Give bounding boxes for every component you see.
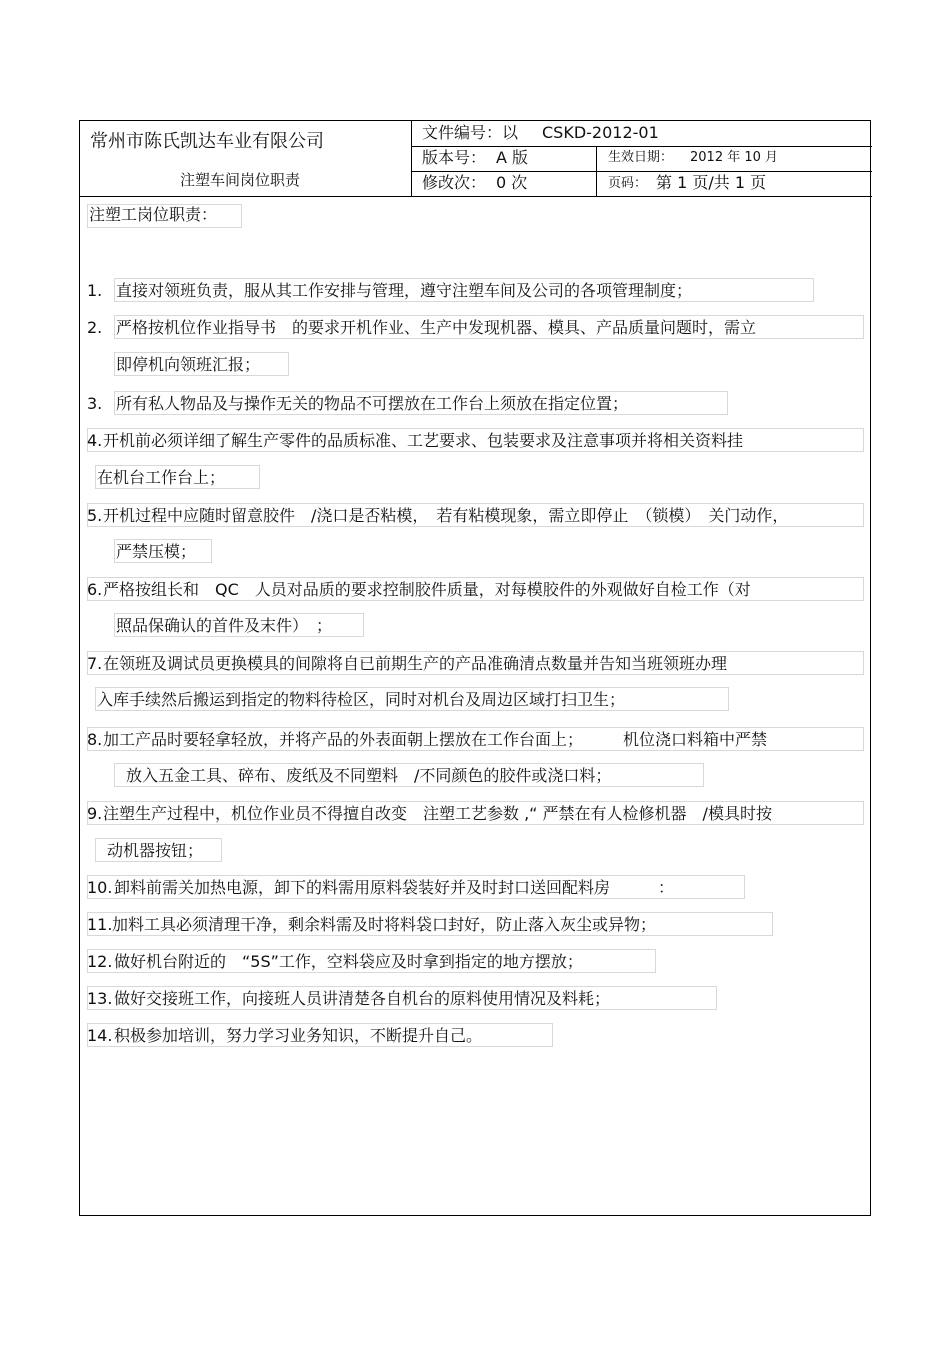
list-item-number: 9. [87, 804, 103, 823]
list-item-number: 2. [87, 318, 103, 337]
list-item-text: 做好交接班工作，向接班人员讲清楚各自机台的原料使用情况及料耗； [114, 989, 611, 1008]
list-item-number: 5. [87, 506, 103, 525]
list-item-text: 做好机台附近的 “5S”工作，空料袋应及时拿到指定的地方摆放； [114, 952, 583, 971]
list-item-number: 7. [87, 654, 103, 673]
list-item-text: 开机前必须详细了解生产零件的品质标准、工艺要求、包装要求及注意事项并将相关资料挂 [103, 431, 744, 450]
page-label: 页码： [608, 176, 648, 191]
list-item-text: 开机过程中应随时留意胶件 /浇口是否粘模， 若有粘模现象，需立即停止 （锁模） 关门动作， [103, 506, 789, 525]
list-item-text: 积极参加培训，努力学习业务知识，不断提升自己。 [114, 1026, 483, 1045]
list-item-text: 加工产品时要轻拿轻放，并将产品的外表面朝上摆放在工作台面上； 机位浇口料箱中严禁 [103, 730, 768, 749]
version-label: 版本号： [422, 148, 487, 167]
list-item-text: 直接对领班负责，服从其工作安排与管理，遵守注塑车间及公司的各项管理制度； [116, 281, 693, 300]
header-divider-vertical [411, 121, 412, 197]
header-bottom-border [80, 196, 872, 197]
list-item-number: 4. [87, 431, 103, 450]
list-item-text: 放入五金工具、碎布、废纸及不同塑料 /不同颜色的胶件或浇口料； [126, 766, 612, 785]
list-item-text: 在领班及调试员更换模具的间隙将自已前期生产的产品准确清点数量并告知当班领班办理 [103, 654, 728, 673]
list-item-text: 严格按组长和 QC 人员对品质的要求控制胶件质量，对每模胶件的外观做好自检工作（对 [103, 580, 751, 599]
list-item-number: 11. [87, 915, 113, 934]
list-item-text: 在机台工作台上； [97, 468, 226, 487]
job-responsibility-form [79, 120, 871, 1216]
list-item-number: 6. [87, 580, 103, 599]
list-item-number: 12. [87, 952, 113, 971]
company-name: 常州市陈氏凯达车业有限公司 [90, 131, 324, 152]
list-item-number: 14. [87, 1026, 113, 1045]
effective-date-label: 生效日期： [608, 150, 674, 165]
list-item-number: 10. [87, 878, 113, 897]
list-item-text: 入库手续然后搬运到指定的物料待检区，同时对机台及周边区域打扫卫生； [97, 690, 626, 709]
list-item-text: 注塑生产过程中，机位作业员不得擅自改变 注塑工艺参数 ,“ 严禁在有人检修机器 /模具时按 [103, 804, 772, 823]
list-item-number: 1. [87, 281, 103, 300]
list-item-number: 13. [87, 989, 113, 1008]
list-item-text: 动机器按钮； [107, 841, 204, 860]
list-item-text: 严禁压模； [116, 542, 197, 561]
list-item-text: 照品保确认的首件及末件） ； [116, 616, 333, 635]
header-row-divider [411, 146, 872, 147]
version-value: A 版 [496, 148, 529, 167]
list-item-text: 卸料前需关加热电源，卸下的料需用原料袋装好并及时封口送回配料房 ： [114, 878, 675, 897]
header-row-divider [411, 171, 872, 172]
document-title: 注塑车间岗位职责 [180, 171, 301, 189]
list-item-number: 8. [87, 730, 103, 749]
list-item-text: 即停机向领班汇报； [116, 355, 261, 374]
effective-date: 2012 年 10 月 [690, 150, 779, 165]
doc-number: CSKD-2012-01 [542, 123, 659, 142]
doc-number-label: 文件编号：以 [422, 123, 519, 142]
list-item-text: 加料工具必须清理干净，剩余料需及时将料袋口封好，防止落入灰尘或异物； [112, 915, 657, 934]
revision-label: 修改次： [422, 173, 487, 192]
list-item-text: 严格按机位作业指导书 的要求开机作业、生产中发现机器、模具、产品质量问题时，需立 [116, 318, 757, 337]
revision-value: 0 次 [496, 173, 528, 192]
section-title: 注塑工岗位职责： [89, 205, 218, 224]
page-number: 第 1 页/共 1 页 [656, 173, 767, 192]
list-item-number: 3. [87, 394, 103, 413]
list-item-text: 所有私人物品及与操作无关的物品不可摆放在工作台上须放在指定位置； [116, 394, 629, 413]
